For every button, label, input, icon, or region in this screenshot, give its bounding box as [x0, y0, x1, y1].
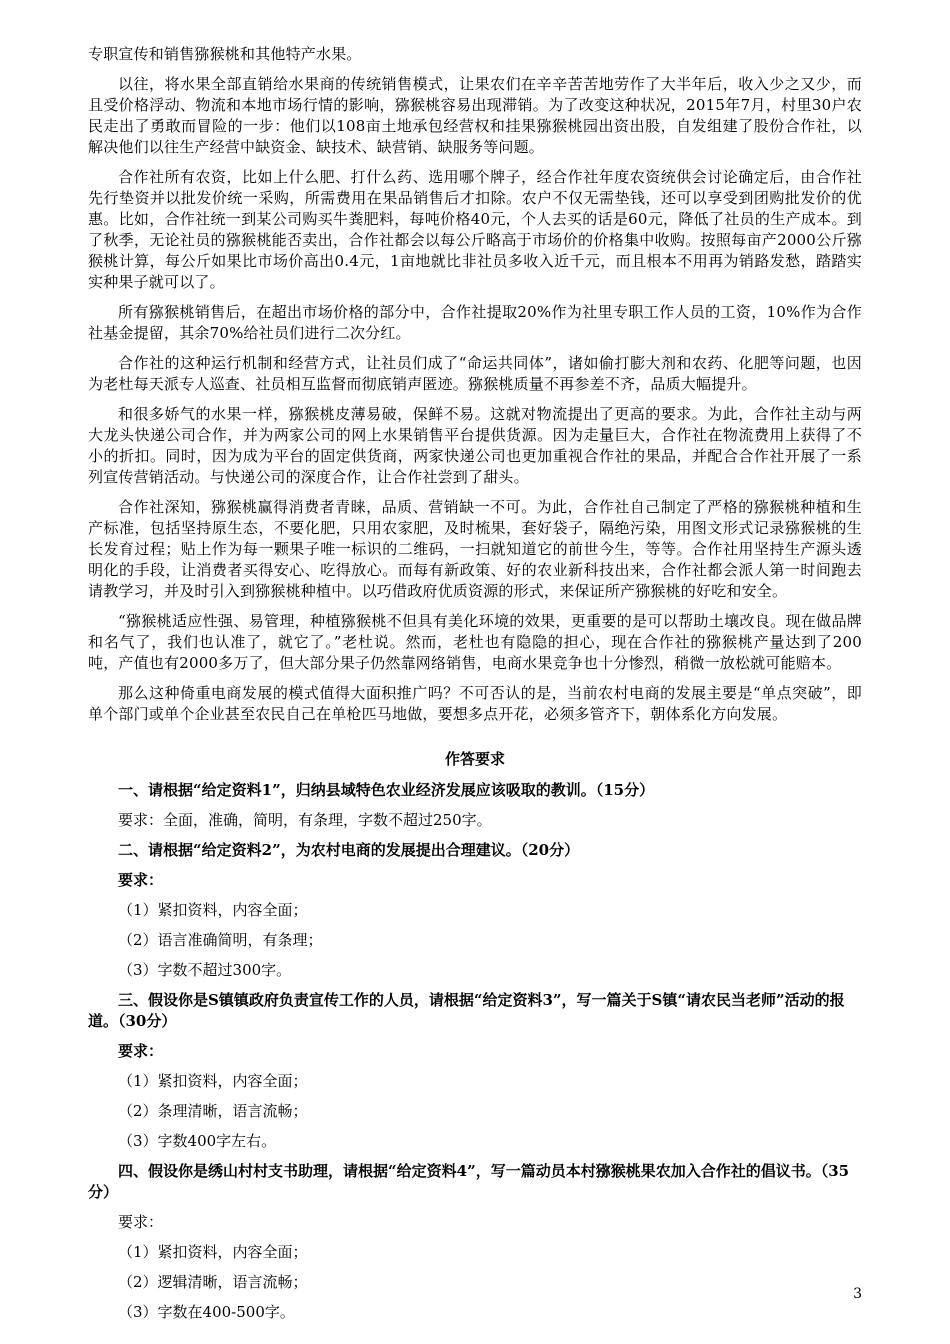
- question-2-req-item: （3）字数不超过300字。: [118, 961, 292, 979]
- question-1-requirement: 要求：全面，准确，简明，有条理，字数不超过250字。: [118, 811, 492, 829]
- question-4-req-label: 要求：: [118, 1213, 164, 1231]
- question-3-req-item: （3）字数400字左右。: [118, 1132, 277, 1150]
- question-4-req-item: （2）逻辑清晰，语言流畅；: [118, 1273, 308, 1291]
- body-paragraph: 和很多娇气的水果一样，猕猴桃皮薄易破，保鲜不易。这就对物流提出了更高的要求。为此，合作社主动与两大龙头快递公司合作，并为两家公司的网上水果销售平台提供货源。因为走量巨大，合作社在物流费用上获得了不小的折扣。同时，因为成为平台的固定供货商，两家快递公司也更加重视合作社的果品，并配合合作社开展了一系列宣传营销活动。与快递公司的深度合作，让合作社尝到了甜头。: [88, 405, 862, 486]
- page-number: 3: [853, 1286, 862, 1302]
- question-2-req-item: （1）紧扣资料，内容全面；: [118, 901, 308, 919]
- question-3-req-item: （2）条理清晰，语言流畅；: [118, 1102, 308, 1120]
- question-3-req-item: （1）紧扣资料，内容全面；: [118, 1072, 308, 1090]
- body-paragraph: 以往，将水果全部直销给水果商的传统销售模式，让果农们在辛辛苦苦地劳作了大半年后，收入少之又少，而且受价格浮动、物流和本地市场行情的影响，猕猴桃容易出现滞销。为了改变这种状况，2015年7月，村里30户农民走出了勇敢而冒险的一步：他们以108亩土地承包经营权和挂果猕猴桃园出资出股，自发组建了股份合作社，以解决他们以往生产经营中缺资金、缺技术、缺营销、缺服务等问题。: [88, 75, 862, 156]
- body-paragraph: 合作社的这种运行机制和经营方式，让社员们成了“命运共同体”，诸如偷打膨大剂和农药、化肥等问题，也因为老杜每天派专人巡查、社员相互监督而彻底销声匿迹。猕猴桃质量不再参差不齐，品质大幅提升。: [88, 354, 862, 393]
- question-1-title: 一、请根据“给定资料1”，归纳县域特色农业经济发展应该吸取的教训。（15分）: [118, 781, 655, 799]
- question-4-title: 四、假设你是绣山村村支书助理，请根据“给定资料4”，写一篇动员本村猕猴桃果农加入合作社的倡议书。（35分）: [88, 1162, 850, 1201]
- body-paragraph: 所有猕猴桃销售后，在超出市场价格的部分中，合作社提取20%作为社里专职工作人员的工资，10%作为合作社基金提留，其余70%给社员们进行二次分红。: [88, 303, 862, 342]
- body-paragraph: “猕猴桃适应性强、易管理，种植猕猴桃不但具有美化环境的效果，更重要的是可以帮助土壤改良。现在做品牌和名气了，我们也认准了，就它了。”老杜说。然而，老杜也有隐隐的担心，现在合作社的猕猴桃产量达到了200吨，产值也有2000多万了，但大部分果子仍然靠网络销售，电商水果竞争也十分惨烈，稍微一放松就可能赔本。: [88, 612, 862, 672]
- question-2-req-item: （2）语言准确简明，有条理；: [118, 931, 323, 949]
- question-3-req-label: 要求：: [118, 1042, 164, 1060]
- question-4-req-item: （1）紧扣资料，内容全面；: [118, 1243, 308, 1261]
- body-paragraph: 专职宣传和销售猕猴桃和其他特产水果。: [88, 45, 362, 63]
- body-paragraph: 那么这种倚重电商发展的模式值得大面积推广吗？不可否认的是，当前农村电商的发展主要是“单点突破”，即单个部门或单个企业甚至农民自己在单枪匹马地做，要想多点开花，必须多管齐下，朝体系化方向发展。: [88, 684, 862, 723]
- section-title: 作答要求: [444, 750, 505, 768]
- body-paragraph: 合作社所有农资，比如上什么肥、打什么药、选用哪个牌子，经合作社年度农资统供会讨论确定后，由合作社先行垫资并以批发价统一采购，所需费用在果品销售后才扣除。农户不仅无需垫钱，还可以享受到团购批发价的优惠。比如，合作社统一到某公司购买牛粪肥料，每吨价格40元，个人去买的话是60元，降低了社员的生产成本。到了秋季，无论社员的猕猴桃能否卖出，合作社都会以每公斤略高于市场价的价格集中收购。按照每亩产2000公斤猕猴桃计算，每公斤如果比市场价高出0.4元，1亩地就比非社员多收入近千元，而且根本不用再为销路发愁，踏踏实实种果子就可以了。: [88, 168, 862, 291]
- question-2-req-label: 要求：: [118, 871, 164, 889]
- body-paragraph: 合作社深知，猕猴桃赢得消费者青睐，品质、营销缺一不可。为此，合作社自己制定了严格的猕猴桃种植和生产标准，包括坚持原生态，不要化肥，只用农家肥，及时梳果，套好袋子，隔绝污染，用图文形式记录猕猴桃的生长发育过程；贴上作为每一颗果子唯一标识的二维码，一扫就知道它的前世今生，等等。合作社用坚持生产源头透明化的手段，让消费者买得安心、吃得放心。而每有新政策、好的农业新科技出来，合作社都会派人第一时间跑去请教学习，并及时引入到猕猴桃种植中。以巧借政府优质资源的形式，来保证所产猕猴桃的好吃和安全。: [88, 498, 862, 600]
- question-4-req-item: （3）字数在400-500字。: [118, 1303, 295, 1321]
- question-3-title: 三、假设你是S镇镇政府负责宣传工作的人员，请根据“给定资料3”，写一篇关于S镇“请农民当老师”活动的报道。（30分）: [88, 991, 845, 1030]
- question-2-title: 二、请根据“给定资料2”，为农村电商的发展提出合理建议。（20分）: [118, 841, 580, 859]
